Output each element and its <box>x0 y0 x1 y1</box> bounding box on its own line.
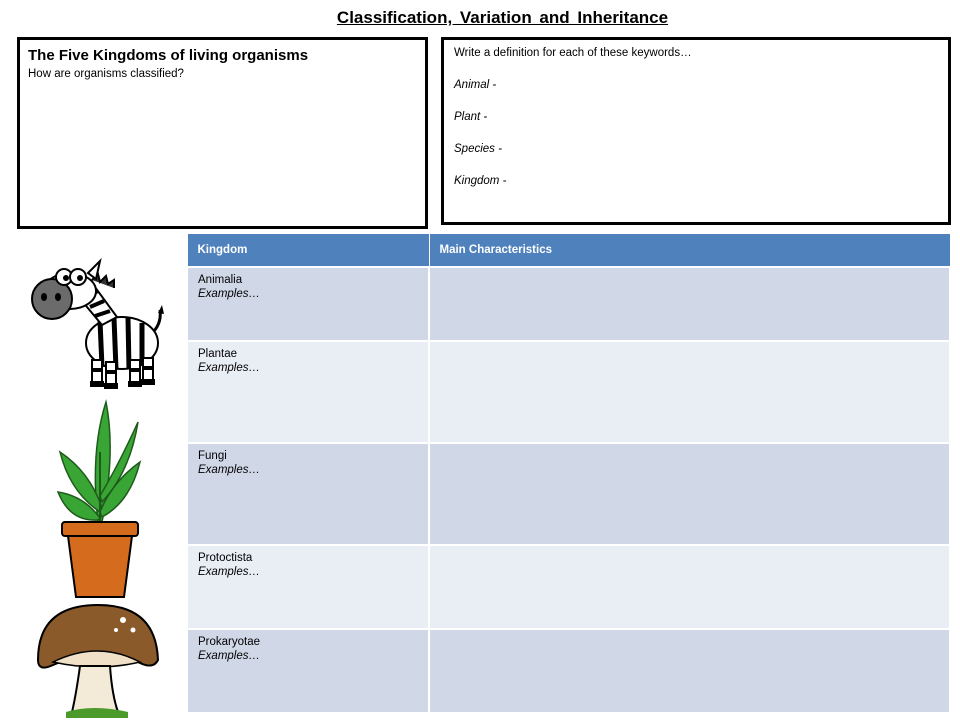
kingdom-name: Plantae <box>198 348 238 360</box>
kingdom-cell <box>187 443 429 545</box>
kingdom-name: Animalia <box>198 274 243 286</box>
mushroom-image <box>28 600 163 720</box>
characteristics-cell[interactable] <box>429 545 950 629</box>
kingdom-name: Protoctista <box>198 552 253 564</box>
definitions-intro: Write a definition for each of these keywords… <box>454 47 692 59</box>
keyword-kingdom: Kingdom - <box>454 175 507 187</box>
kingdom-examples: Examples… <box>198 650 260 662</box>
keyword-list <box>454 79 938 187</box>
kingdom-name: Fungi <box>198 450 227 462</box>
characteristics-cell[interactable] <box>429 629 950 713</box>
kingdom-cell <box>187 267 429 341</box>
keyword-animal: Animal - <box>454 79 497 91</box>
kingdom-examples: Examples… <box>198 464 260 476</box>
kingdom-name: Prokaryotae <box>198 636 261 648</box>
five-kingdoms-heading: The Five Kingdoms of living organisms <box>28 47 309 64</box>
five-kingdoms-box <box>17 37 428 229</box>
characteristics-cell[interactable] <box>429 267 950 341</box>
table-row <box>187 443 950 545</box>
kingdom-cell <box>187 629 429 713</box>
table-header-row <box>187 234 950 268</box>
kingdom-examples: Examples… <box>198 362 260 374</box>
zebra-image <box>22 255 172 395</box>
characteristics-cell[interactable] <box>429 443 950 545</box>
kingdoms-table <box>186 233 951 714</box>
table-row <box>187 267 950 341</box>
characteristics-cell[interactable] <box>429 341 950 443</box>
page-title: Classification, Variation and Inheritance <box>336 8 669 27</box>
kingdom-cell <box>187 341 429 443</box>
table-row <box>187 629 950 713</box>
definitions-box <box>441 37 951 225</box>
keyword-species: Species - <box>454 143 502 155</box>
table-row <box>187 341 950 443</box>
kingdom-examples: Examples… <box>198 566 260 578</box>
header-kingdom: Kingdom <box>187 234 429 268</box>
five-kingdoms-question: How are organisms classified? <box>28 68 184 80</box>
table-row <box>187 545 950 629</box>
keyword-plant: Plant - <box>454 111 488 123</box>
potted-plant-image <box>50 392 150 600</box>
header-characteristics: Main Characteristics <box>429 234 950 268</box>
kingdom-cell <box>187 545 429 629</box>
kingdom-examples: Examples… <box>198 288 260 300</box>
